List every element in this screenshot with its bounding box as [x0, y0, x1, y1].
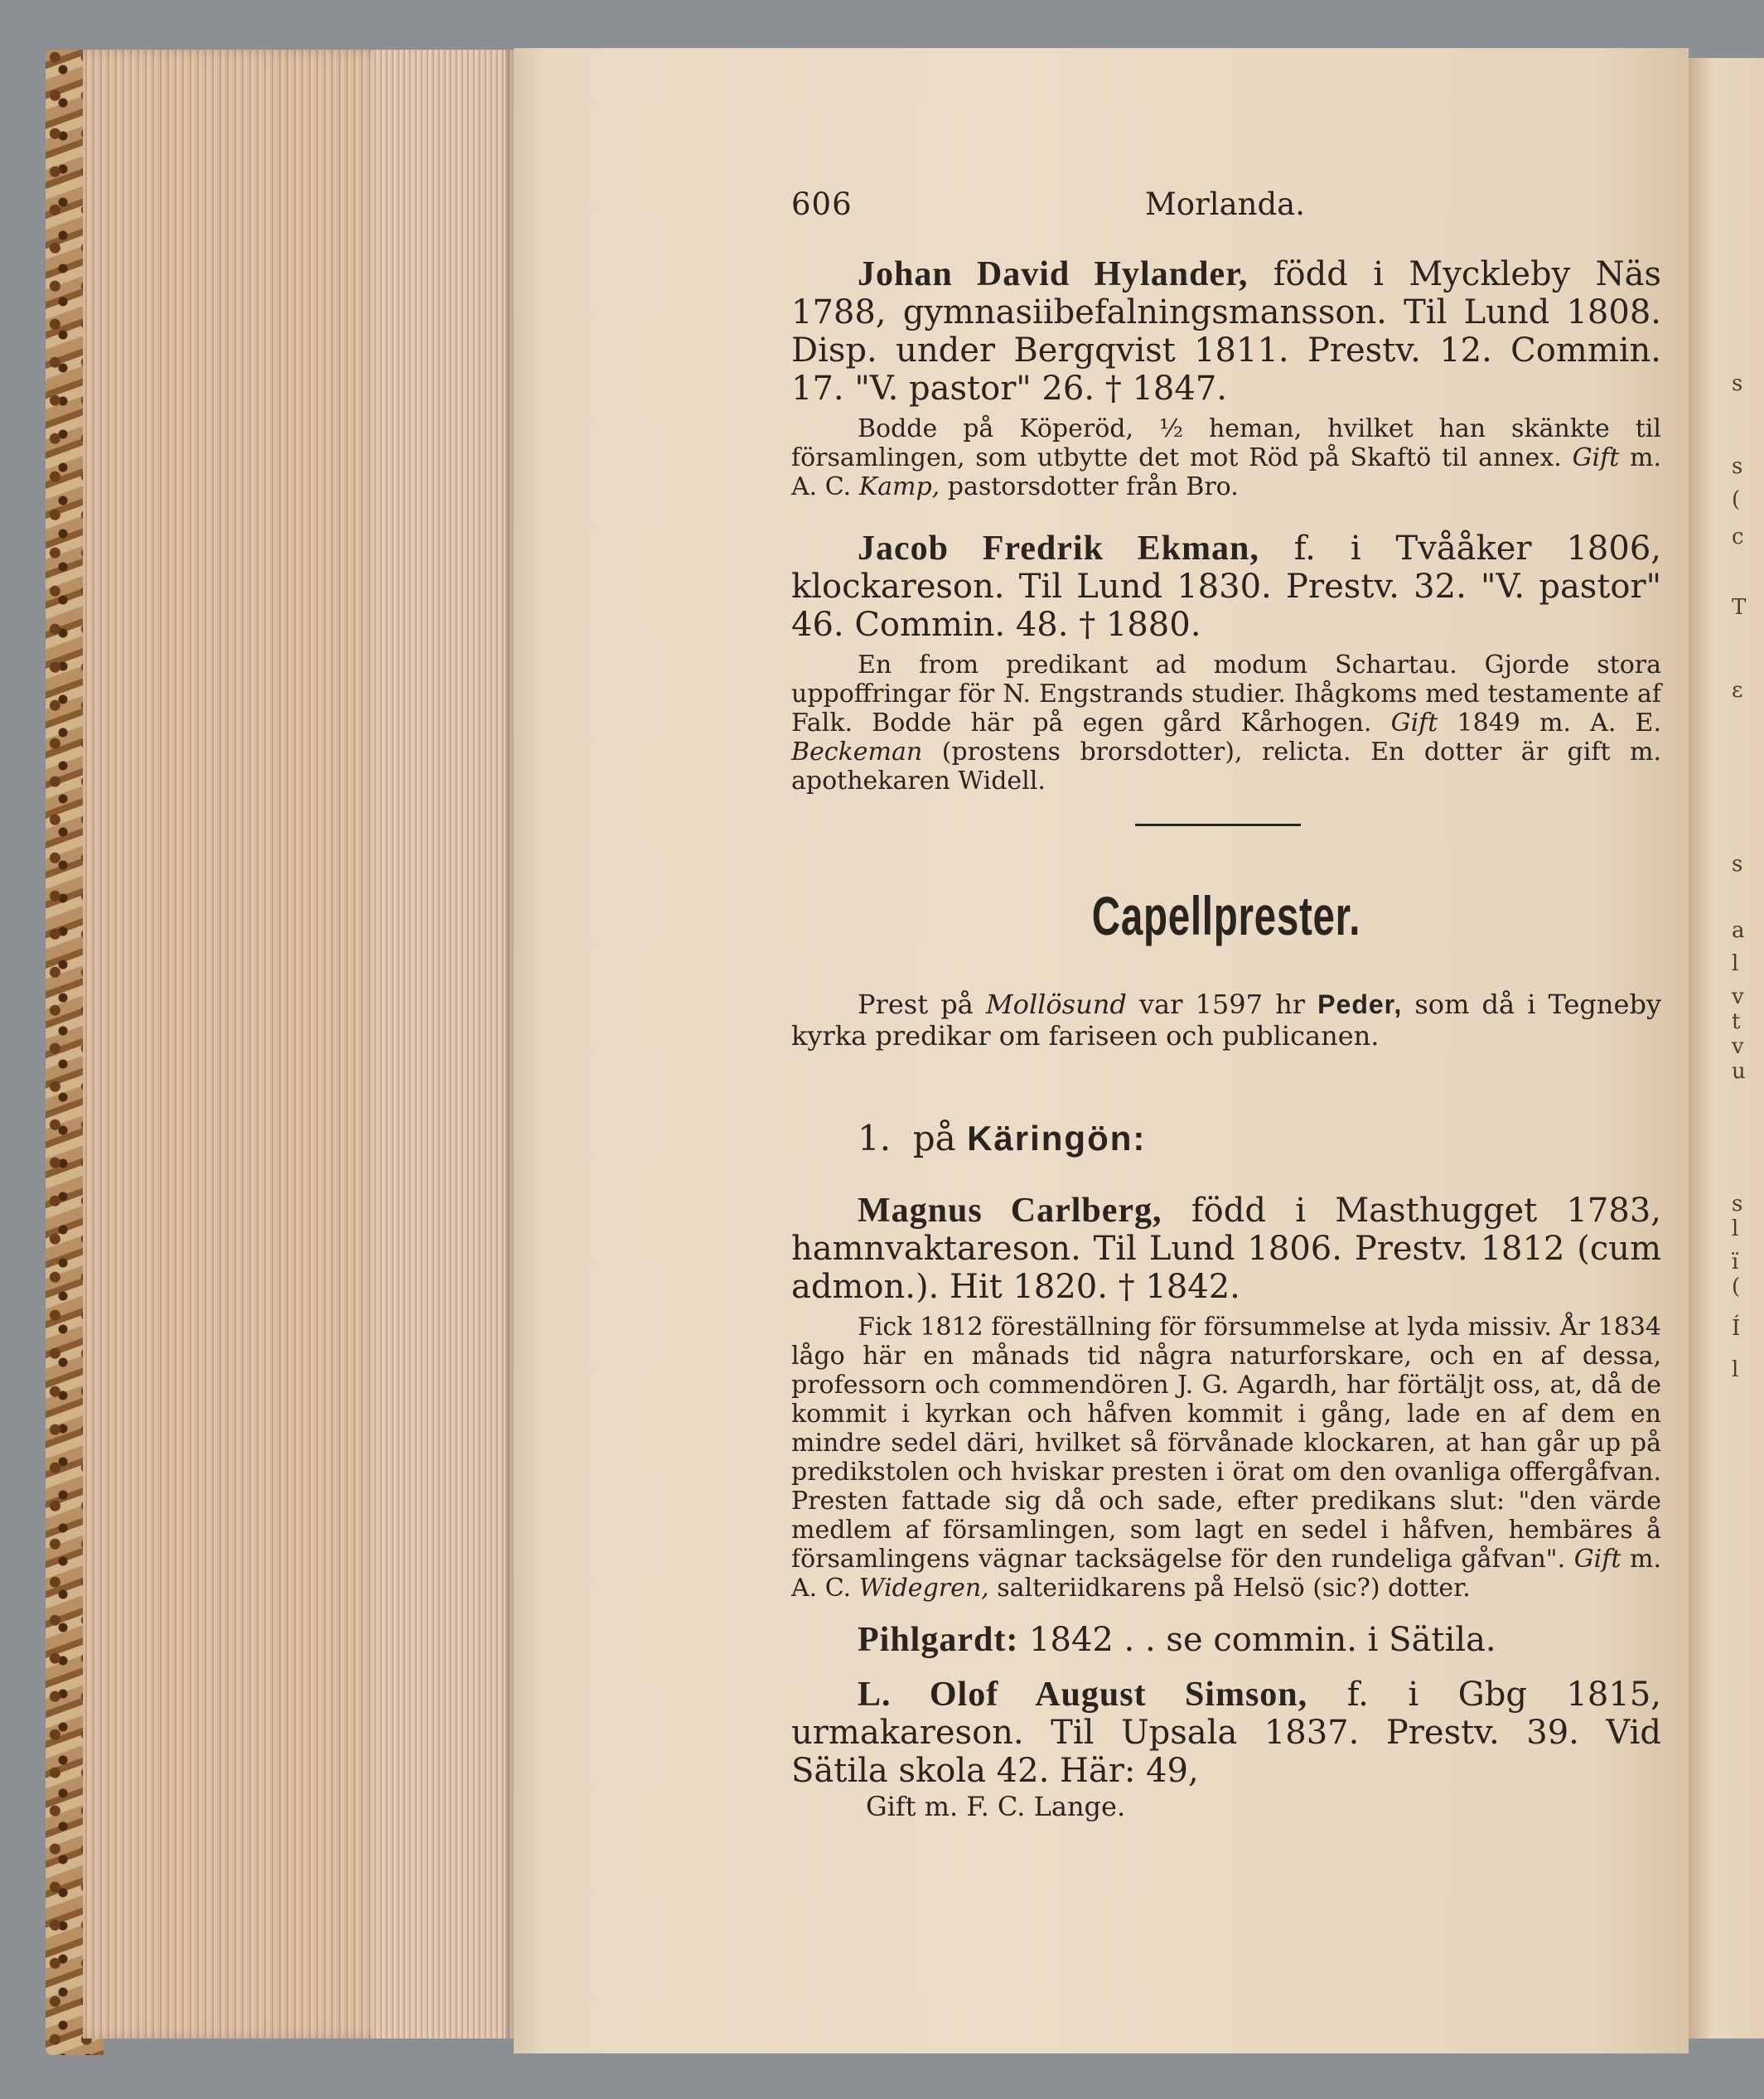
adjacent-letter: Í [1732, 1316, 1741, 1341]
adjacent-letter: l [1732, 1357, 1739, 1382]
section-divider [1135, 824, 1301, 826]
adjacent-letter: c [1732, 525, 1744, 549]
page-edges [373, 50, 522, 2039]
adjacent-letter: s [1732, 1192, 1743, 1216]
entry-text: född i Masthugget 1783, hamnvaktareson. Til Lund 1806. Prestv. 1812 (cum admon.). Hit 1820. † 1842. [791, 1192, 1661, 1306]
entry-note [791, 650, 1661, 796]
running-head [791, 186, 1305, 222]
left-page-stack [83, 50, 522, 2039]
note-text: 1849 m. A. E. [1438, 709, 1661, 738]
entry-name: Johan David Hylander, [858, 255, 1249, 293]
note-text: (prostens brorsdotter), relicta. En dotter är gift m. apothekaren Widell. [791, 738, 1661, 796]
note-spouse: Kamp, [858, 472, 940, 501]
entry-carlberg [791, 1192, 1661, 1306]
note-spouse: Widegren, [858, 1574, 989, 1603]
entry-ekman [791, 530, 1661, 644]
note-text: En from predikant ad modum Schartau. Gjorde stora uppoffringar för N. Engstrands studier. Ihågkoms med testamente af Falk. Bodde här på egen gård Kårhogen. [791, 650, 1661, 738]
subsection-number: 1. [858, 1118, 892, 1158]
adjacent-letter: s [1732, 454, 1743, 479]
running-head-place: Morlanda. [1144, 186, 1305, 222]
entry-name: Jacob Fredrik Ekman, [858, 530, 1259, 568]
note-spouse: Beckeman [791, 738, 923, 767]
entry-simson [791, 1676, 1661, 1790]
entry-name: L. Olof August Simson, [858, 1676, 1308, 1714]
entry-name: Magnus Carlberg, [858, 1192, 1162, 1230]
adjacent-letter: l [1732, 951, 1739, 976]
note-gift: Gift [1573, 1545, 1621, 1574]
intro-name: Peder, [1317, 989, 1403, 1019]
note-text: salteriidkarens på Helsö (sic?) dotter. [988, 1574, 1471, 1603]
intro-text: som då i Tegneby kyrka predikar om fariseen och publicanen. [791, 989, 1662, 1052]
note-text: Bodde på Köperöd, ½ heman, hvilket han skänkte til församlingen, som utbytte det mot Röd på Skaftö til annex. [791, 414, 1661, 472]
note-text: m. A. C. [791, 1545, 1661, 1603]
adjacent-letter: a [1732, 918, 1745, 943]
intro-text: Prest på [858, 989, 986, 1020]
adjacent-letter: u [1732, 1059, 1746, 1084]
subsection-place: Käringön: [967, 1119, 1147, 1158]
adjacent-letter: ï [1732, 1250, 1739, 1274]
entry-pihlgardt [791, 1621, 1661, 1659]
subsection-prefix: på [912, 1118, 956, 1158]
adjacent-letter: v [1732, 1034, 1744, 1059]
note-text: m. A. C. [791, 443, 1661, 501]
page-number: 606 [791, 186, 853, 222]
entry-note [791, 1313, 1661, 1603]
entry-text: född i Myckleby Näs 1788, gymnasiibefalningsmansson. Til Lund 1808. Disp. under Bergqvist 1811. Prestv. 12. Commin. 17. "V. pastor" 26. † 1847. [791, 255, 1661, 408]
entry-name: Pihlgardt: [858, 1621, 1019, 1659]
adjacent-letter: v [1732, 984, 1744, 1009]
page-text [791, 186, 1661, 1823]
entry-note: Gift m. F. C. Lange. [866, 1791, 1126, 1822]
note-gift: Gift [1390, 709, 1438, 738]
next-page-edge [1689, 58, 1764, 2039]
adjacent-letter: s [1732, 371, 1743, 396]
section-intro [791, 989, 1661, 1052]
entry-hylander [791, 255, 1661, 408]
entry-text: f. i Gbg 1815, urmakareson. Til Upsala 1837. Prestv. 39. Vid Sätila skola 42. Här: 49, [791, 1676, 1661, 1790]
section-title: Capellprester. [1091, 885, 1361, 946]
adjacent-letter: ( [1732, 487, 1741, 512]
note-text: Fick 1812 föreställning för försummelse at lyda missiv. År 1834 lågo här en månads tid några naturforskare, och en af dessa, professorn och commendören J. G. Agardh, har förtäljt oss, at, då de kommit i kyrkan och håfven kommit i gång, lade en af dem en mindre sedel däri, hvilket så förvånade klockaren, at han går up på predikstolen och hviskar presten i örat om den ovanliga offergåfvan. Presten fattade sig då och sade, efter predikans slut: "den värde medlem af församlingen, som lagt en sedel i håfven, hembäres å församlingens vägnar tacksägelse för den rundeliga gåfvan". [791, 1313, 1661, 1574]
adjacent-letter: ε [1732, 678, 1743, 703]
intro-text: var 1597 hr [1126, 989, 1318, 1020]
entry-note [791, 414, 1661, 501]
note-gift: Gift [1572, 443, 1620, 472]
adjacent-letter: ( [1732, 1274, 1741, 1299]
intro-place: Mollösund [985, 989, 1127, 1020]
adjacent-letter: s [1732, 852, 1743, 877]
subsection-heading [858, 1118, 1661, 1158]
adjacent-letter: l [1732, 1216, 1739, 1241]
adjacent-letter: t [1732, 1009, 1741, 1034]
entry-text: f. i Tvååker 1806, klockareson. Til Lund 1830. Prestv. 32. "V. pastor" 46. Commin. 48. † 1880. [791, 530, 1661, 644]
entry-text: 1842 . . se commin. i Sätila. [1018, 1621, 1496, 1659]
note-text: pastorsdotter från Bro. [940, 472, 1239, 501]
adjacent-letter: T [1732, 595, 1747, 620]
